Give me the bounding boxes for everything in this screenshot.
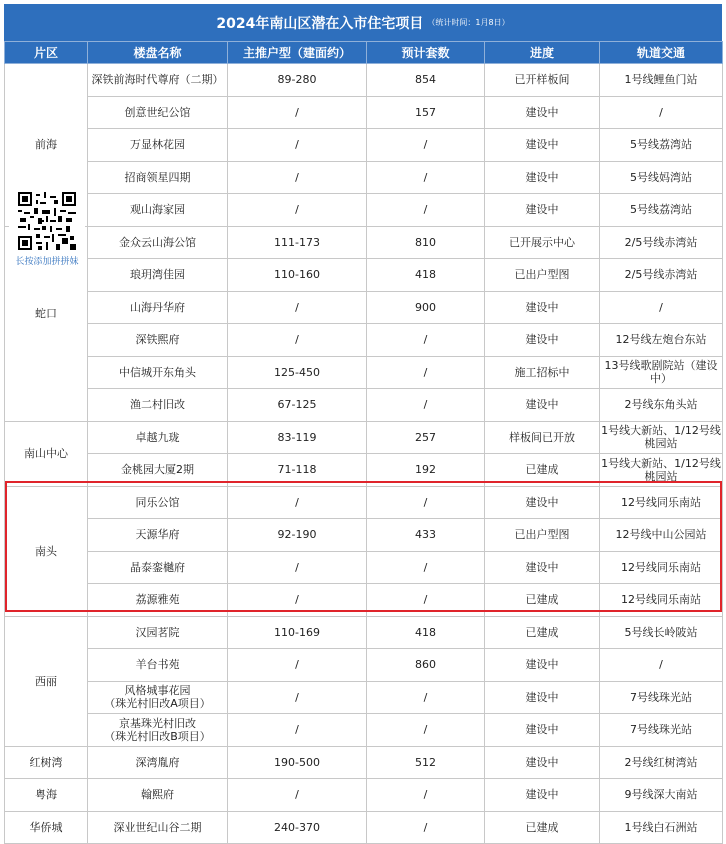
unit-count-cell: / <box>367 356 485 389</box>
metro-cell: 12号线中山公园站 <box>600 519 723 552</box>
progress-cell: 建设中 <box>485 291 600 324</box>
table-row <box>5 551 723 584</box>
unit-count-cell: / <box>367 486 485 519</box>
unit-size-cell: / <box>228 551 367 584</box>
unit-size-cell: / <box>228 649 367 682</box>
progress-cell: 建设中 <box>485 389 600 422</box>
unit-count-cell: 418 <box>367 259 485 292</box>
table-row <box>5 356 723 389</box>
unit-size-cell: 110-160 <box>228 259 367 292</box>
project-name-cell <box>88 811 228 844</box>
project-name-cell <box>88 161 228 194</box>
unit-size-cell: 240-370 <box>228 811 367 844</box>
project-name-cell <box>88 454 228 487</box>
table-row <box>5 649 723 682</box>
district-cell: 南山中心 <box>5 421 88 486</box>
unit-count-cell: 418 <box>367 616 485 649</box>
unit-size-cell: 111-173 <box>228 226 367 259</box>
district-cell: 粤海 <box>5 779 88 812</box>
project-name: 卓越九珑 <box>135 430 180 444</box>
progress-cell: 已开样板间 <box>485 64 600 97</box>
header-row <box>5 42 723 64</box>
project-name-note: （珠光村旧改A项目） <box>104 697 211 711</box>
table-row <box>5 584 723 617</box>
metro-cell: 5号线荔湾站 <box>600 194 723 227</box>
unit-size-cell: / <box>228 486 367 519</box>
qr-code-box <box>9 188 85 276</box>
project-name-cell <box>88 421 228 454</box>
unit-count-cell: 433 <box>367 519 485 552</box>
unit-count-cell: / <box>367 681 485 714</box>
project-name: 天源华府 <box>135 528 180 542</box>
progress-cell: 建设中 <box>485 714 600 747</box>
project-name-cell <box>88 291 228 324</box>
progress-cell: 建设中 <box>485 324 600 357</box>
metro-cell: 12号线同乐南站 <box>600 551 723 584</box>
unit-size-cell: 125-450 <box>228 356 367 389</box>
unit-size-cell: / <box>228 194 367 227</box>
project-name: 京基珠光村旧改 <box>119 716 196 730</box>
unit-size-cell: 67-125 <box>228 389 367 422</box>
unit-count-cell: / <box>367 779 485 812</box>
project-name: 观山海家园 <box>130 203 185 217</box>
table-title-bar <box>4 4 722 41</box>
unit-size-cell: / <box>228 324 367 357</box>
unit-size-cell: 190-500 <box>228 746 367 779</box>
unit-count-cell: / <box>367 551 485 584</box>
progress-cell: 已建成 <box>485 584 600 617</box>
metro-cell: 2/5号线赤湾站 <box>600 226 723 259</box>
table-row <box>5 746 723 779</box>
progress-cell: 施工招标中 <box>485 356 600 389</box>
header-unit-count: 预计套数 <box>367 42 485 64</box>
unit-size-cell: 83-119 <box>228 421 367 454</box>
project-name-cell <box>88 486 228 519</box>
table-row <box>5 454 723 487</box>
unit-count-cell: 810 <box>367 226 485 259</box>
progress-cell: 建设中 <box>485 779 600 812</box>
table-row <box>5 486 723 519</box>
unit-size-cell: / <box>228 681 367 714</box>
unit-count-cell: / <box>367 161 485 194</box>
district-cell: 红树湾 <box>5 746 88 779</box>
table-row <box>5 519 723 552</box>
unit-count-cell: 157 <box>367 96 485 129</box>
project-name: 中信城开东角头 <box>119 365 196 379</box>
unit-size-cell: 71-118 <box>228 454 367 487</box>
metro-cell: 2/5号线赤湾站 <box>600 259 723 292</box>
progress-cell: 建设中 <box>485 161 600 194</box>
metro-cell: 2号线东角头站 <box>600 389 723 422</box>
metro-cell: 9号线深大南站 <box>600 779 723 812</box>
progress-cell: 已出户型图 <box>485 259 600 292</box>
unit-size-cell: / <box>228 779 367 812</box>
unit-count-cell: / <box>367 324 485 357</box>
metro-cell: / <box>600 649 723 682</box>
unit-size-cell: / <box>228 96 367 129</box>
project-name: 羊台书苑 <box>135 658 180 672</box>
project-name: 晶泰銮樾府 <box>130 560 185 574</box>
unit-count-cell: / <box>367 811 485 844</box>
project-name-cell <box>88 584 228 617</box>
progress-cell: 建设中 <box>485 486 600 519</box>
project-name: 深铁熙府 <box>135 333 180 347</box>
unit-size-cell: / <box>228 129 367 162</box>
metro-cell: 12号线同乐南站 <box>600 584 723 617</box>
unit-size-cell: / <box>228 161 367 194</box>
metro-cell: 1号线白石洲站 <box>600 811 723 844</box>
metro-cell: 2号线红树湾站 <box>600 746 723 779</box>
project-name-cell <box>88 746 228 779</box>
progress-cell: 建设中 <box>485 551 600 584</box>
project-name: 深铁前海时代尊府（二期） <box>91 73 224 87</box>
project-name-cell <box>88 324 228 357</box>
table-title: 2024年南山区潜在入市住宅项目 <box>216 15 424 32</box>
progress-cell: 建设中 <box>485 96 600 129</box>
progress-cell: 建设中 <box>485 649 600 682</box>
project-name: 翰熙府 <box>141 788 174 802</box>
header-unit-size: 主推户型（建面约） <box>228 42 367 64</box>
progress-cell: 建设中 <box>485 194 600 227</box>
project-name-cell <box>88 616 228 649</box>
header-metro: 轨道交通 <box>600 42 723 64</box>
unit-count-cell: 854 <box>367 64 485 97</box>
table-row <box>5 64 723 97</box>
table-row <box>5 616 723 649</box>
project-name: 荔源雅苑 <box>135 593 180 607</box>
table-row <box>5 389 723 422</box>
qr-code-image <box>18 192 76 250</box>
metro-cell: 1号线大新站、1/12号线桃园站 <box>600 421 723 454</box>
project-name-cell <box>88 779 228 812</box>
table-row <box>5 714 723 747</box>
metro-cell: 12号线左炮台东站 <box>600 324 723 357</box>
unit-count-cell: 860 <box>367 649 485 682</box>
metro-cell: 5号线长岭陂站 <box>600 616 723 649</box>
table-row <box>5 779 723 812</box>
unit-count-cell: / <box>367 714 485 747</box>
unit-count-cell: / <box>367 584 485 617</box>
district-cell: 南头 <box>5 486 88 616</box>
unit-size-cell: / <box>228 714 367 747</box>
project-name-cell <box>88 714 228 747</box>
unit-count-cell: / <box>367 129 485 162</box>
district-cell: 西丽 <box>5 616 88 746</box>
progress-cell: 已建成 <box>485 616 600 649</box>
project-name: 招商领星四期 <box>124 170 191 184</box>
project-name: 深湾胤府 <box>135 755 180 769</box>
unit-count-cell: 512 <box>367 746 485 779</box>
progress-cell: 已建成 <box>485 454 600 487</box>
stat-date-note: （统计时间：1月8日） <box>427 18 510 27</box>
district-cell: 蛇口 <box>5 226 88 421</box>
project-table <box>4 41 723 844</box>
project-name: 深业世纪山谷二期 <box>113 820 202 834</box>
table-row <box>5 291 723 324</box>
unit-size-cell: / <box>228 584 367 617</box>
project-name-cell <box>88 649 228 682</box>
metro-cell: 1号线大新站、1/12号线桃园站 <box>600 454 723 487</box>
unit-size-cell: 110-169 <box>228 616 367 649</box>
progress-cell: 已出户型图 <box>485 519 600 552</box>
progress-cell: 建设中 <box>485 746 600 779</box>
project-name-cell <box>88 551 228 584</box>
table-row <box>5 96 723 129</box>
metro-cell: / <box>600 291 723 324</box>
progress-cell: 建设中 <box>485 129 600 162</box>
metro-cell: 5号线荔湾站 <box>600 129 723 162</box>
table-row <box>5 811 723 844</box>
table-row <box>5 681 723 714</box>
metro-cell: / <box>600 96 723 129</box>
table-row <box>5 129 723 162</box>
unit-count-cell: / <box>367 389 485 422</box>
project-name-cell <box>88 389 228 422</box>
progress-cell: 样板间已开放 <box>485 421 600 454</box>
metro-cell: 12号线同乐南站 <box>600 486 723 519</box>
project-name-note: （珠光村旧改B项目） <box>104 729 211 743</box>
metro-cell: 7号线珠光站 <box>600 681 723 714</box>
project-name-cell <box>88 259 228 292</box>
unit-size-cell: 92-190 <box>228 519 367 552</box>
table-row <box>5 324 723 357</box>
table-row <box>5 421 723 454</box>
table-row <box>5 194 723 227</box>
table-row <box>5 226 723 259</box>
unit-count-cell: / <box>367 194 485 227</box>
metro-cell: 7号线珠光站 <box>600 714 723 747</box>
project-name: 渔二村旧改 <box>130 398 185 412</box>
project-name: 同乐公馆 <box>135 495 180 509</box>
project-name: 万显林花园 <box>130 138 185 152</box>
unit-size-cell: 89-280 <box>228 64 367 97</box>
project-name-cell <box>88 194 228 227</box>
project-name: 琅玥湾佳园 <box>130 268 185 282</box>
header-project-name: 楼盘名称 <box>88 42 228 64</box>
project-name: 创意世纪公馆 <box>124 105 191 119</box>
progress-cell: 已建成 <box>485 811 600 844</box>
qr-caption: 长按添加拼拼妹 <box>15 257 79 267</box>
project-name-cell <box>88 226 228 259</box>
district-cell: 华侨城 <box>5 811 88 844</box>
unit-count-cell: 192 <box>367 454 485 487</box>
metro-cell: 13号线歌剧院站（建设中） <box>600 356 723 389</box>
header-progress: 进度 <box>485 42 600 64</box>
project-name: 山海丹华府 <box>130 300 185 314</box>
district-cell: 前海 <box>5 64 88 227</box>
metro-cell: 5号线妈湾站 <box>600 161 723 194</box>
progress-cell: 已开展示中心 <box>485 226 600 259</box>
project-name: 汉园茗院 <box>135 625 180 639</box>
project-name-cell <box>88 519 228 552</box>
table-row <box>5 259 723 292</box>
project-name: 金众云山海公馆 <box>119 235 196 249</box>
project-name-cell <box>88 356 228 389</box>
project-name: 风格城事花园 <box>124 684 191 698</box>
project-name-cell <box>88 681 228 714</box>
project-name: 金桃园大厦2期 <box>121 463 194 477</box>
unit-size-cell: / <box>228 291 367 324</box>
metro-cell: 1号线鲤鱼门站 <box>600 64 723 97</box>
project-name-cell <box>88 64 228 97</box>
header-district: 片区 <box>5 42 88 64</box>
project-name-cell <box>88 129 228 162</box>
project-name-cell <box>88 96 228 129</box>
table-row <box>5 161 723 194</box>
unit-count-cell: 257 <box>367 421 485 454</box>
progress-cell: 建设中 <box>485 681 600 714</box>
unit-count-cell: 900 <box>367 291 485 324</box>
